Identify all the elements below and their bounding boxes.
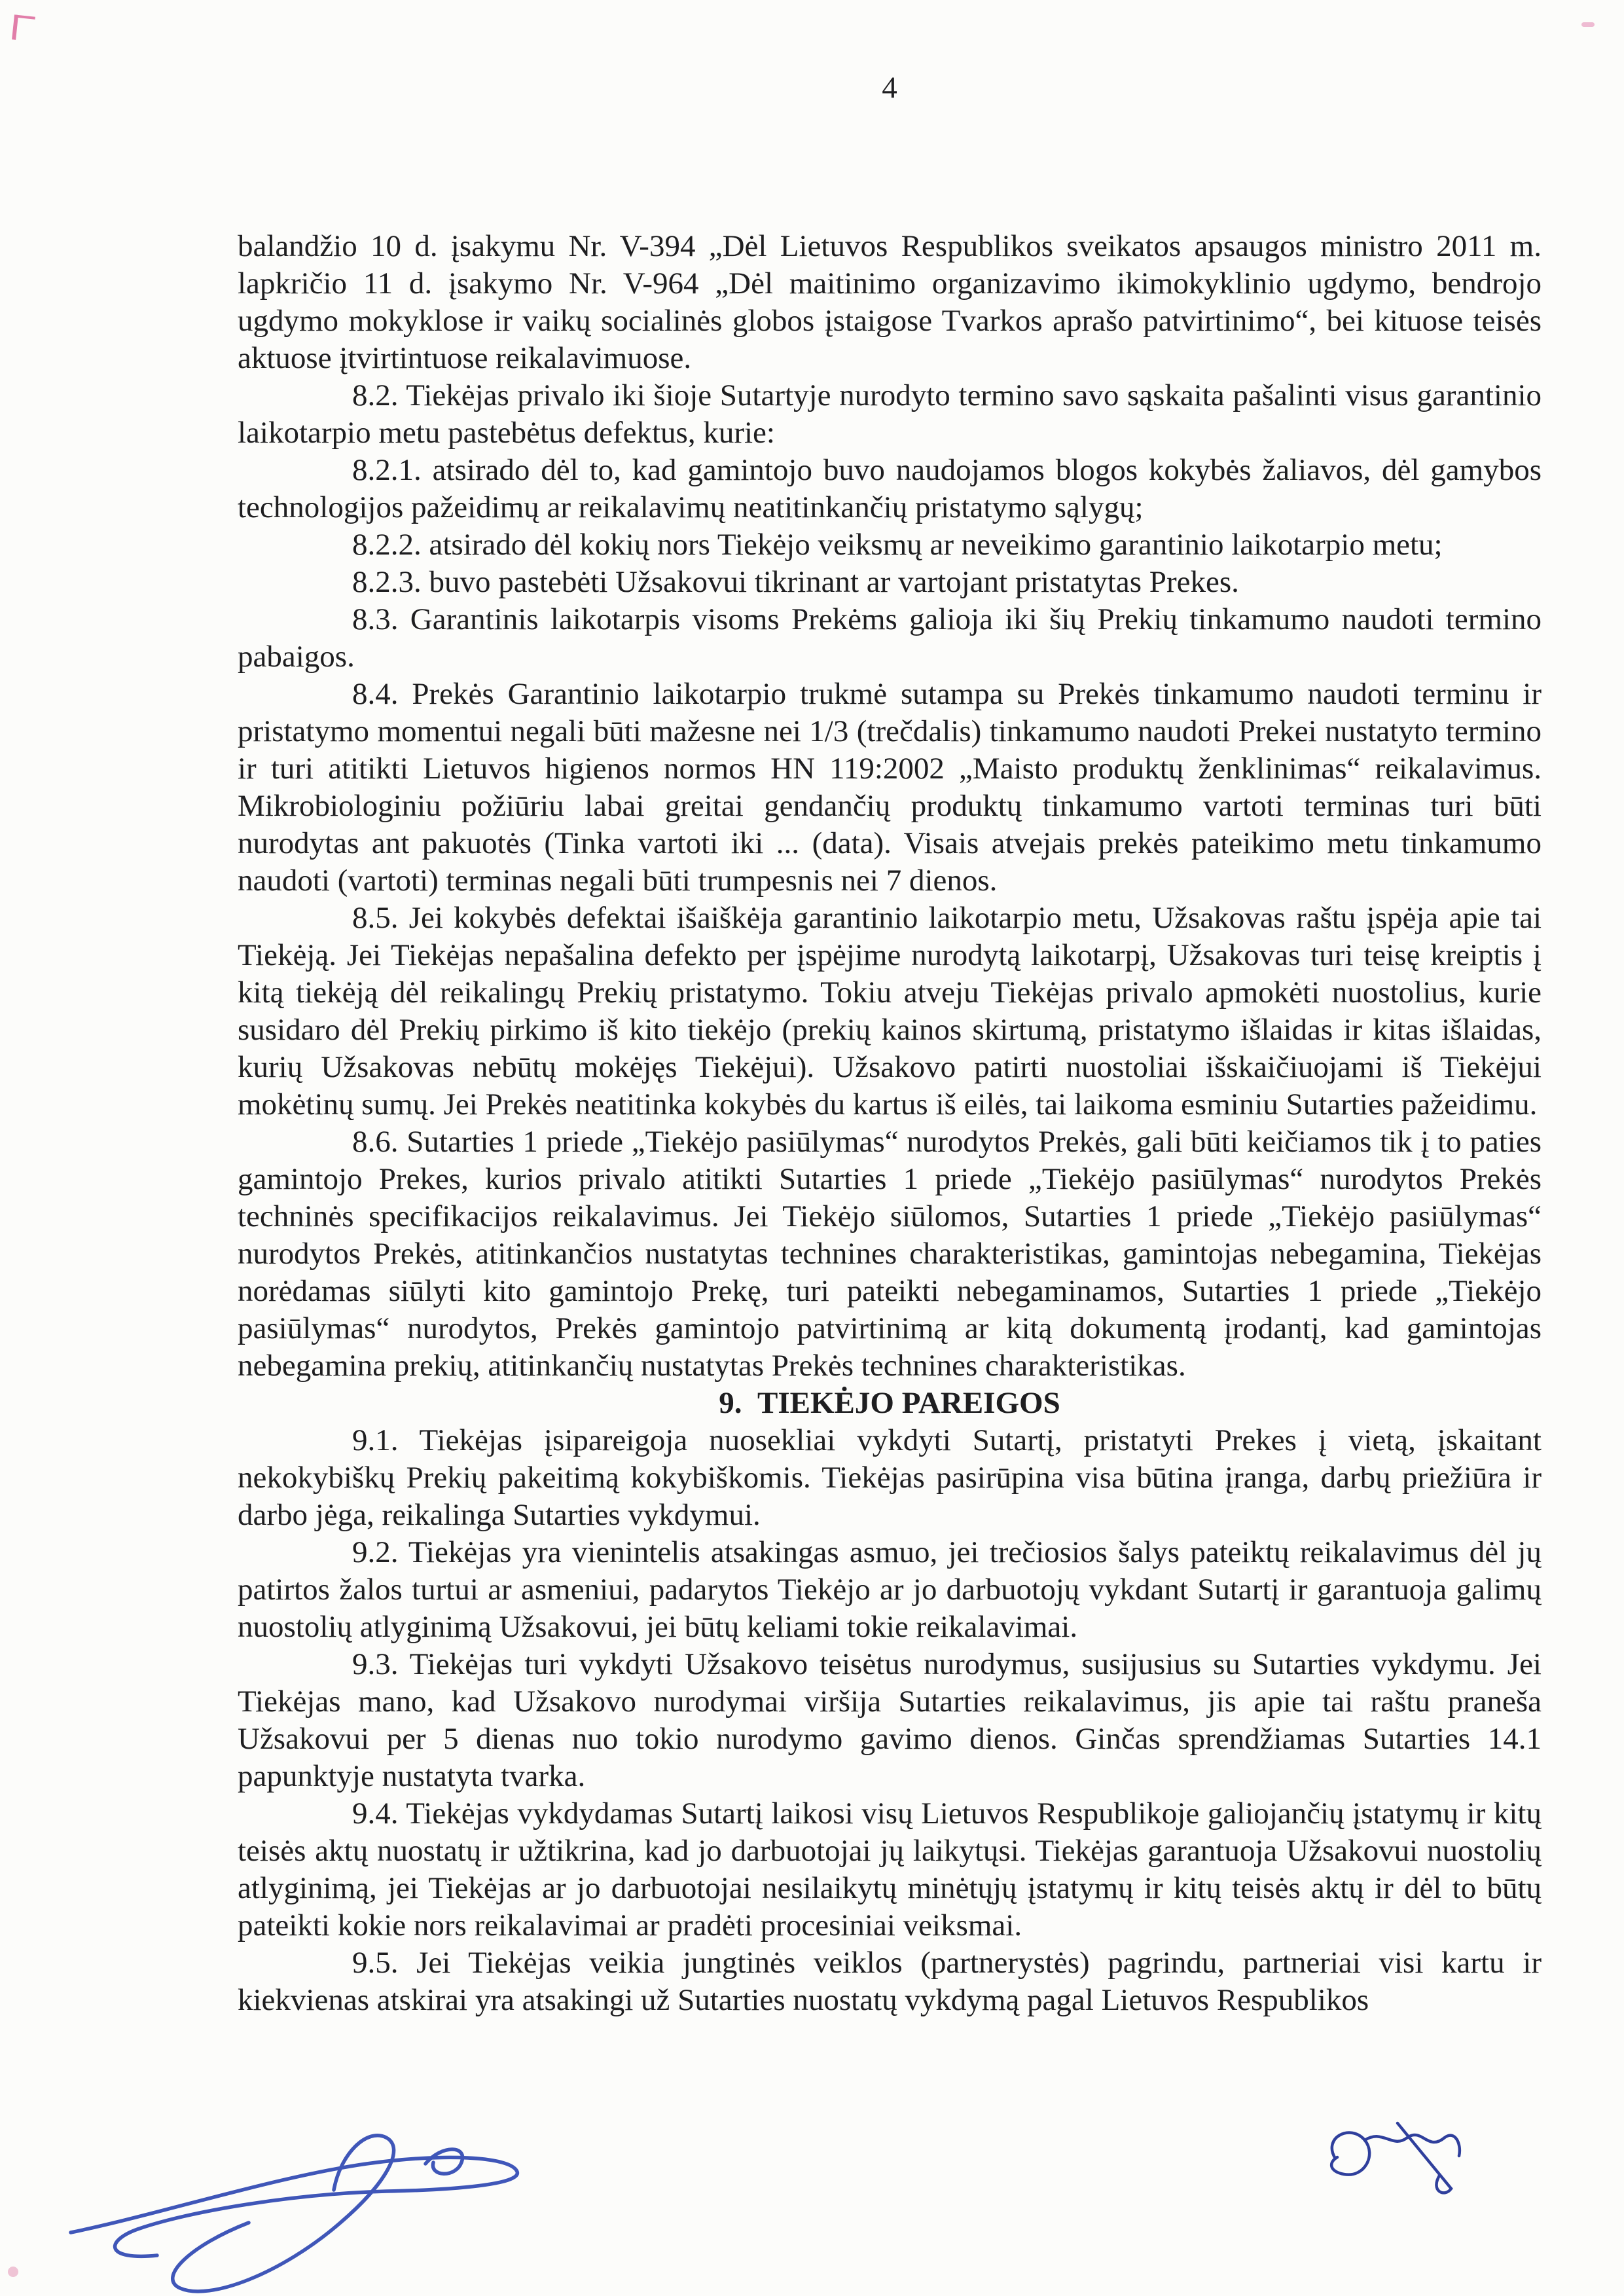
clause-8-3: 8.3. Garantinis laikotarpis visoms Prekėms galioja iki šių Prekių tinkamumo naudoti termino pabaigos. — [238, 602, 1542, 674]
scan-artifact-bottom-left — [8, 2267, 18, 2277]
page-number: 4 — [882, 71, 897, 105]
clause-9-4: 9.4. Tiekėjas vykdydamas Sutartį laikosi visų Lietuvos Respublikoje galiojančių įstatymų ir kitų teisės aktų nuostatų ir užtikrina, kad jo darbuotojai jų laikytųsi. Tiekėjas garantuoja Užsakovui nuostolių atlyginimą, jei Tiekėjas ar jo darbuotojai nesilaikytų minėtųjų įstatymų ir kitų teisės aktų ir dėl to būtų pateikti kokie nors reikalavimai ar pradėti procesiniai veiksmai. — [238, 1796, 1542, 1942]
clause-9-3: 9.3. Tiekėjas turi vykdyti Užsakovo teisėtus nurodymus, susijusius su Sutarties vykdymu. Jei Tiekėjas mano, kad Užsakovo nurodymai viršija Sutarties reikalavimus, jis apie tai raštu praneša Užsakovui per 5 dienas nuo tokio nurodymo gavimo dienos. Ginčas sprendžiamas Sutarties 14.1 papunktyje nustatyta tvarka. — [238, 1647, 1542, 1793]
document-body — [238, 228, 1542, 2019]
clause-8-2-1: 8.2.1. atsirado dėl to, kad gamintojo buvo naudojamos blogos kokybės žaliavos, dėl gamybos technologijos pažeidimų ar reikalavimų neatitinkančių pristatymo sąlygų; — [238, 453, 1542, 524]
clause-9-5: 9.5. Jei Tiekėjas veikia jungtinės veiklos (partnerystės) pagrindu, partneriai visi kartu ir kiekvienas atskirai yra atsakingi už Sutarties nuostatų vykdymą pagal Lietuvos Respublikos — [238, 1946, 1542, 2017]
clause-8-2-3: 8.2.3. buvo pastebėti Užsakovui tikrinant ar vartojant pristatytas Prekes. — [352, 565, 1239, 599]
paragraph-continuation: balandžio 10 d. įsakymu Nr. V-394 „Dėl Lietuvos Respublikos sveikatos apsaugos ministro 2011 m. lapkričio 11 d. įsakymo Nr. V-964 „Dėl maitinimo organizavimo ikimokyklinio ugdymo, bendrojo ugdymo mokyklose ir vaikų socialinės globos įstaigose Tvarkos aprašo patvirtinimo“, bei kituose teisės aktuose įtvirtintuose reikalavimuose. — [238, 229, 1542, 375]
handwritten-signature-left — [59, 2098, 556, 2296]
scan-artifact-top-right — [1581, 22, 1595, 27]
section-9-heading: 9. TIEKĖJO PAREIGOS — [719, 1386, 1060, 1420]
clause-9-2: 9.2. Tiekėjas yra vienintelis atsakingas asmuo, jei trečiosios šalys pateiktų reikalavimus dėl jų patirtos žalos turtui ar asmeniui, padarytos Tiekėjo ar jo darbuotojų vykdant Sutartį ir garantuoja galimų nuostolių atlyginimą Užsakovui, jei būtų keliami tokie reikalavimai. — [238, 1535, 1542, 1644]
clause-8-4: 8.4. Prekės Garantinio laikotarpio trukmė sutampa su Prekės tinkamumo naudoti terminu ir pristatymo momentui negali būti mažesne nei 1/3 (trečdalis) tinkamumo naudoti Prekei nustatyto termino ir turi atitikti Lietuvos higienos normos HN 119:2002 „Maisto produktų ženklinimas“ reikalavimus. Mikrobiologiniu požiūriu labai greitai gendančių produktų tinkamumo vartoti terminas turi būti nurodytas ant pakuotės (Tinka vartoti iki ... (data). Visais atvejais prekės pateikimo metu tinkamumo naudoti (vartoti) terminas negali būti trumpesnis nei 7 dienos. — [238, 677, 1542, 898]
clause-8-2: 8.2. Tiekėjas privalo iki šioje Sutartyje nurodyto termino savo sąskaita pašalinti visus garantinio laikotarpio metu pastebėtus defektus, kurie: — [238, 378, 1542, 450]
handwritten-signature-right — [1299, 2118, 1496, 2203]
scan-artifact-top-left — [12, 14, 35, 41]
clause-9-1: 9.1. Tiekėjas įsipareigoja nuosekliai vykdyti Sutartį, pristatyti Prekes į vietą, įskaitant nekokybiškų Prekių pakeitimą kokybiškomis. Tiekėjas pasirūpina visa būtina įranga, darbų priežiūra ir darbo jėga, reikalinga Sutarties vykdymui. — [238, 1423, 1542, 1532]
clause-8-6: 8.6. Sutarties 1 priede „Tiekėjo pasiūlymas“ nurodytos Prekės, gali būti keičiamos tik į to paties gamintojo Prekes, kurios privalo atitikti Sutarties 1 priede „Tiekėjo pasiūlymas“ nurodytos Prekės techninės specifikacijos reikalavimus. Jei Tiekėjo siūlomos, Sutarties 1 priede „Tiekėjo pasiūlymas“ nurodytos Prekės, atitinkančios nustatytas technines charakteristikas, gamintojas nebegamina, Tiekėjas norėdamas siūlyti kito gamintojo Prekę, turi pateikti nebegaminamos, Sutarties 1 priede „Tiekėjo pasiūlymas“ nurodytos, Prekės gamintojo patvirtinimą ar kitą dokumentą įrodantį, kad gamintojas nebegamina prekių, atitinkančių nustatytas Prekės technines charakteristikas. — [238, 1125, 1542, 1383]
clause-8-5: 8.5. Jei kokybės defektai išaiškėja garantinio laikotarpio metu, Užsakovas raštu įspėja apie tai Tiekėją. Jei Tiekėjas nepašalina defekto per įspėjime nurodytą laikotarpį, Užsakovas turi teisę kreiptis į kitą tiekėją dėl reikalingų Prekių pristatymo. Tokiu atveju Tiekėjas privalo apmokėti nuostolius, kurie susidaro dėl Prekių pirkimo iš kito tiekėjo (prekių kainos skirtumą, pristatymo išlaidas ir kitas išlaidas, kurių Užsakovas nebūtų mokėjęs Tiekėjui). Užsakovo patirti nuostoliai išskaičiuojami iš Tiekėjui mokėtinų sumų. Jei Prekės neatitinka kokybės du kartus iš eilės, tai laikoma esminiu Sutarties pažeidimu. — [238, 901, 1542, 1121]
clause-8-2-2: 8.2.2. atsirado dėl kokių nors Tiekėjo veiksmų ar neveikimo garantinio laikotarpio metu; — [352, 528, 1443, 562]
